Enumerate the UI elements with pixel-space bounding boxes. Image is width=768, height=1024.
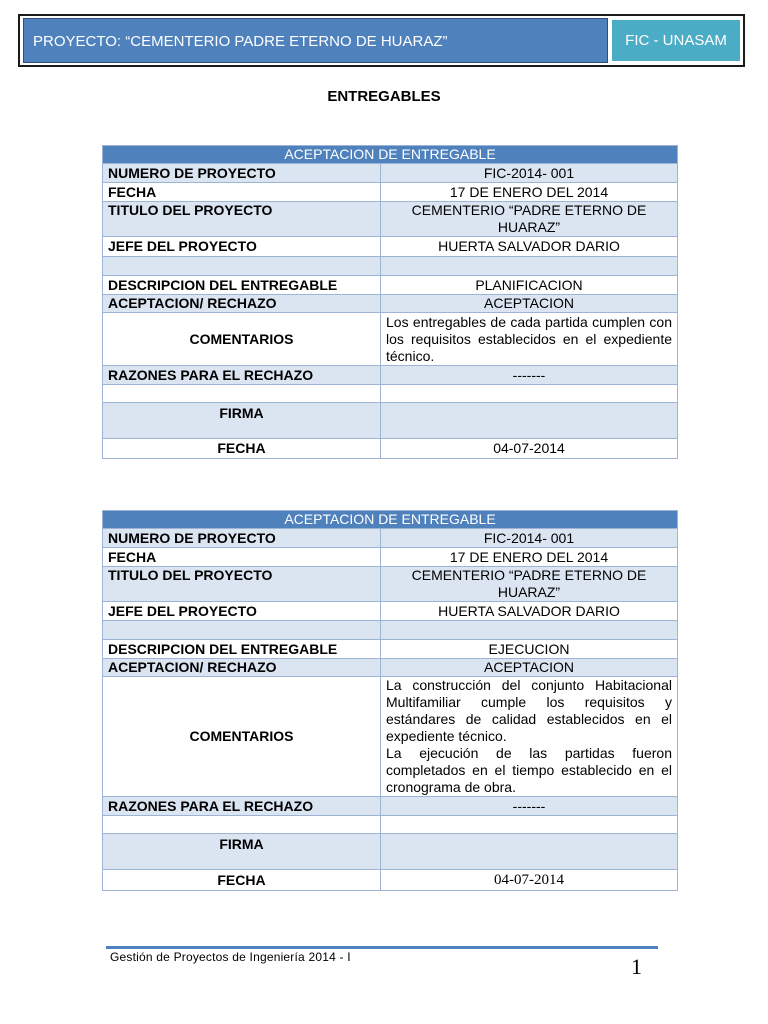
table-heading: ACEPTACION DE ENTREGABLE xyxy=(103,511,678,529)
empty-cell xyxy=(103,816,381,834)
date-value: 17 DE ENERO DEL 2014 xyxy=(381,548,678,567)
empty-cell xyxy=(103,621,381,640)
footer-rule xyxy=(106,946,658,949)
table-heading: ACEPTACION DE ENTREGABLE xyxy=(103,146,678,164)
deliverable-description-value: PLANIFICACION xyxy=(381,276,678,295)
empty-cell xyxy=(103,257,381,276)
deliverable-description-label: DESCRIPCION DEL ENTREGABLE xyxy=(103,640,381,659)
signature-value xyxy=(381,403,678,439)
date-value: 17 DE ENERO DEL 2014 xyxy=(381,183,678,202)
project-number-label: NUMERO DE PROYECTO xyxy=(103,164,381,183)
project-title-label: TITULO DEL PROYECTO xyxy=(103,202,381,237)
project-number-label: NUMERO DE PROYECTO xyxy=(103,529,381,548)
final-date-value: 04-07-2014 xyxy=(381,870,678,891)
signature-label: FIRMA xyxy=(103,834,381,870)
project-manager-label: JEFE DEL PROYECTO xyxy=(103,237,381,257)
project-number-value: FIC-2014- 001 xyxy=(381,164,678,183)
comments-value: Los entregables de cada partida cumplen con los requisitos establecidos en el expediente técnico. xyxy=(381,313,678,366)
project-manager-value: HUERTA SALVADOR DARIO xyxy=(381,602,678,621)
empty-cell xyxy=(381,816,678,834)
comments-paragraph-1: La construcción del conjunto Habitacional Multifamiliar cumple los requisitos y estándares de calidad establecidos en el expediente técnico. xyxy=(386,677,672,744)
empty-cell xyxy=(381,385,678,403)
rejection-reasons-value: ------- xyxy=(381,797,678,816)
acceptance-value: ACEPTACION xyxy=(381,659,678,677)
page-number: 1 xyxy=(631,954,642,979)
empty-cell xyxy=(381,257,678,276)
acceptance-label: ACEPTACION/ RECHAZO xyxy=(103,659,381,677)
empty-cell xyxy=(103,385,381,403)
project-title-label: TITULO DEL PROYECTO xyxy=(103,567,381,602)
acceptance-label: ACEPTACION/ RECHAZO xyxy=(103,295,381,313)
project-title-value: CEMENTERIO “PADRE ETERNO DE HUARAZ” xyxy=(381,567,678,602)
acceptance-value: ACEPTACION xyxy=(381,295,678,313)
institution-banner: FIC - UNASAM xyxy=(612,20,740,61)
final-date-label: FECHA xyxy=(103,439,381,459)
deliverable-description-label: DESCRIPCION DEL ENTREGABLE xyxy=(103,276,381,295)
final-date-label: FECHA xyxy=(103,870,381,891)
project-manager-value: HUERTA SALVADOR DARIO xyxy=(381,237,678,257)
project-manager-label: JEFE DEL PROYECTO xyxy=(103,602,381,621)
date-label: FECHA xyxy=(103,183,381,202)
acceptance-table-2 xyxy=(102,510,678,891)
date-label: FECHA xyxy=(103,548,381,567)
empty-cell xyxy=(381,621,678,640)
rejection-reasons-label: RAZONES PARA EL RECHAZO xyxy=(103,797,381,816)
comments-value xyxy=(381,677,678,797)
signature-label: FIRMA xyxy=(103,403,381,439)
footer-course: Gestión de Proyectos de Ingeniería 2014 - I xyxy=(110,950,351,964)
final-date-value: 04-07-2014 xyxy=(381,439,678,459)
comments-paragraph-2: La ejecución de las partidas fueron completados en el tiempo establecido en el cronograma de obra. xyxy=(386,745,672,795)
rejection-reasons-label: RAZONES PARA EL RECHAZO xyxy=(103,366,381,385)
project-title-banner: PROYECTO: “CEMENTERIO PADRE ETERNO DE HUARAZ” xyxy=(23,18,608,63)
comments-label: COMENTARIOS xyxy=(103,677,381,797)
deliverable-description-value: EJECUCION xyxy=(381,640,678,659)
comments-label: COMENTARIOS xyxy=(103,313,381,366)
acceptance-table-1 xyxy=(102,145,678,459)
signature-value xyxy=(381,834,678,870)
project-title-value: CEMENTERIO “PADRE ETERNO DE HUARAZ” xyxy=(381,202,678,237)
page-title: ENTREGABLES xyxy=(327,88,441,105)
project-number-value: FIC-2014- 001 xyxy=(381,529,678,548)
rejection-reasons-value: ------- xyxy=(381,366,678,385)
